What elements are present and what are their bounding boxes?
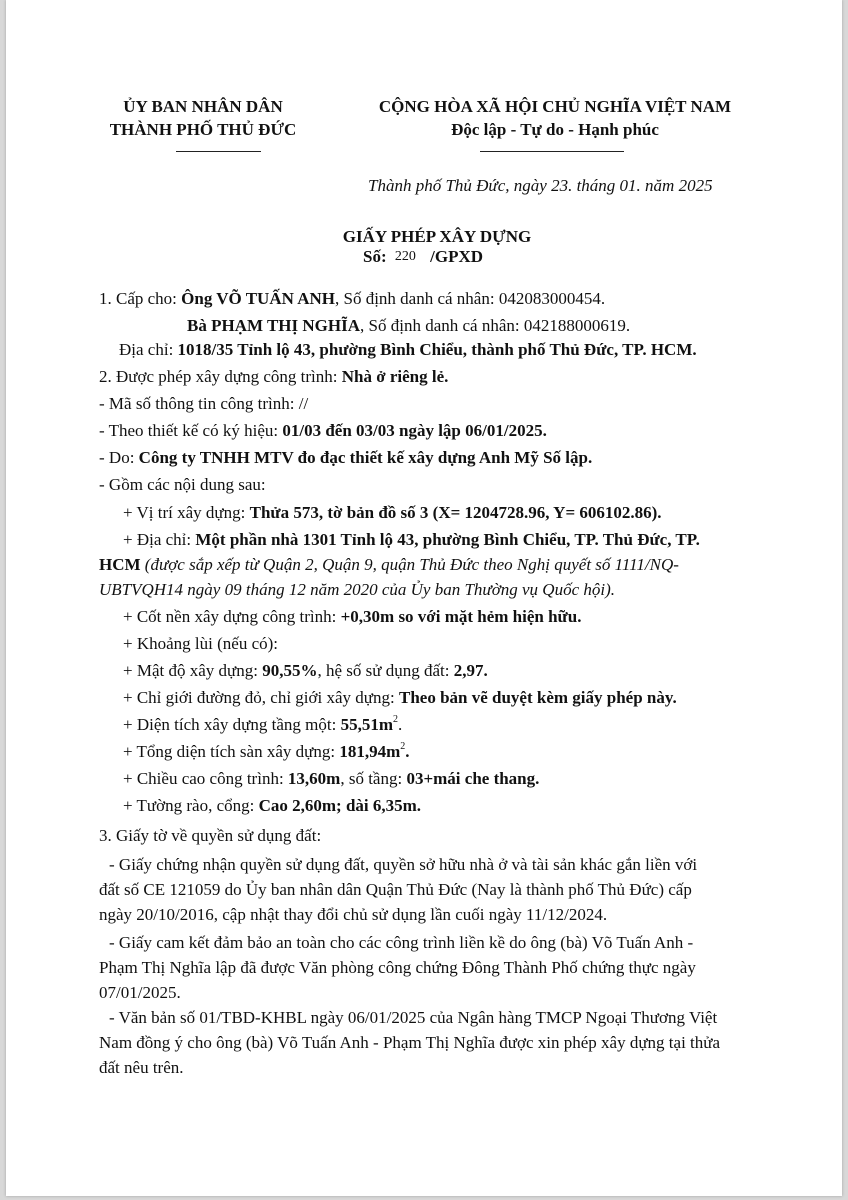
address-label: Địa chỉ: xyxy=(119,340,178,359)
permit-number-suffix: /GPXD xyxy=(430,247,484,266)
floors-value: 03+mái che thang. xyxy=(406,769,540,788)
designer-label: - Do: xyxy=(99,448,139,467)
project-type: Nhà ở riêng lẻ. xyxy=(341,367,449,386)
date-day: 23 xyxy=(551,176,569,195)
designer-value: Công ty TNHH MTV đo đạc thiết kế xây dựng Anh Mỹ Số lập. xyxy=(138,448,593,467)
site-address-note: (được sắp xếp từ Quận 2, Quận 9, quận Thủ Đức theo Nghị quyết số 1111/NQ- xyxy=(140,555,679,574)
s1-grantee-1 xyxy=(99,289,605,309)
permit-number-value: 220 xyxy=(394,249,416,264)
s2-designer xyxy=(99,448,592,468)
s1-address xyxy=(119,340,697,360)
issuer-underline xyxy=(176,151,261,152)
item-address-line2 xyxy=(99,555,679,575)
s3-p2-line3: 07/01/2025. xyxy=(99,983,181,1002)
issue-date xyxy=(368,176,713,196)
permit-number xyxy=(363,247,483,267)
s2-project-code: - Mã số thông tin công trình: // xyxy=(99,394,309,413)
s2-design xyxy=(99,421,547,441)
item-ground-area xyxy=(123,715,402,735)
density-label: + Mật độ xây dựng: xyxy=(123,661,263,680)
item-location xyxy=(123,503,662,523)
site-address-city: HCM xyxy=(99,555,141,574)
item-address-line1 xyxy=(123,530,700,550)
motto-underline xyxy=(480,151,624,152)
s1-grantee-2 xyxy=(187,316,630,336)
site-address-note-cont: UBTVQH14 ngày 09 tháng 12 năm 2020 của Ủy ban Thường vụ Quốc hội). xyxy=(99,580,616,599)
issuer-name-line2: THÀNH PHỐ THỦ ĐỨC xyxy=(109,120,297,139)
s3-p2-line1: - Giấy cam kết đảm bảo an toàn cho các công trình liền kề do ông (bà) Võ Tuấn Anh - xyxy=(109,933,694,952)
s1-label: 1. Cấp cho: xyxy=(99,289,182,308)
s3-p3-line2: Nam đồng ý cho ông (bà) Võ Tuấn Anh - Phạm Thị Nghĩa được xin phép xây dựng tại thửa xyxy=(99,1033,721,1052)
location-label: + Vị trí xây dựng: xyxy=(123,503,250,522)
date-prefix: Thành phố Thủ Đức, ngày xyxy=(368,176,552,195)
land-use-value: 2,97. xyxy=(453,661,488,680)
fence-label: + Tường rào, cổng: xyxy=(123,796,259,815)
ground-area-label: + Diện tích xây dựng tầng một: xyxy=(123,715,341,734)
item-density xyxy=(123,661,488,681)
floor-area-sup: 2 xyxy=(400,741,406,752)
boundary-label: + Chỉ giới đường đỏ, chỉ giới xây dựng: xyxy=(123,688,399,707)
height-value: 13,60m xyxy=(287,769,341,788)
national-title: CỘNG HÒA XÃ HỘI CHỦ NGHĨA VIỆT NAM xyxy=(378,97,732,116)
s3-p3-line3: đất nêu trên. xyxy=(99,1058,184,1077)
item-floor-level xyxy=(123,607,581,627)
floor-area-value: 181,94m xyxy=(339,742,401,761)
item-fence xyxy=(123,796,421,816)
floors-label: , số tầng: xyxy=(340,769,407,788)
floor-level-label: + Cốt nền xây dựng công trình: xyxy=(123,607,341,626)
item-address-line3 xyxy=(99,580,615,600)
s2-contents: - Gồm các nội dung sau: xyxy=(99,475,266,494)
issuer-name-line1: ỦY BAN NHÂN DÂN xyxy=(123,97,283,116)
ground-area-value: 55,51m xyxy=(340,715,393,734)
floor-level-value: +0,30m so với mặt hẻm hiện hữu. xyxy=(340,607,582,626)
s2-label: 2. Được phép xây dựng công trình: xyxy=(99,367,342,386)
national-motto: Độc lập - Tự do - Hạnh phúc xyxy=(451,120,659,139)
design-value: 01/03 đến 03/03 ngày lập 06/01/2025. xyxy=(282,421,547,440)
s2-heading xyxy=(99,367,448,387)
s3-p1-line2: đất số CE 121059 do Ủy ban nhân dân Quận Thủ Đức (Nay là thành phố Thủ Đức) cấp xyxy=(99,880,692,899)
document-title: GIẤY PHÉP XÂY DỰNG xyxy=(342,227,532,246)
s3-p3-line1: - Văn bản số 01/TBD-KHBL ngày 06/01/2025 của Ngân hàng TMCP Ngoại Thương Việt xyxy=(109,1008,718,1027)
boundary-value: Theo bản vẽ duyệt kèm giấy phép này. xyxy=(398,688,677,707)
s3-p2-line2: Phạm Thị Nghĩa lập đã được Văn phòng công chứng Đông Thành Phố chứng thực ngày xyxy=(99,958,696,977)
item-boundary xyxy=(123,688,677,708)
ground-area-sup: 2 xyxy=(393,714,398,725)
date-mid1: . tháng xyxy=(568,176,620,195)
floor-area-label: + Tổng diện tích sàn xây dựng: xyxy=(123,742,340,761)
address-value: 1018/35 Tỉnh lộ 43, phường Bình Chiểu, thành phố Thủ Đức, TP. HCM. xyxy=(177,340,697,359)
land-use-label: , hệ số sử dụng đất: xyxy=(317,661,454,680)
design-label: - Theo thiết kế có ký hiệu: xyxy=(99,421,283,440)
location-value: Thửa 573, tờ bản đồ số 3 (X= 1204728.96, Y= 606102.86). xyxy=(249,503,662,522)
item-floor-area xyxy=(123,742,410,762)
floor-area-end: . xyxy=(405,742,410,761)
ground-area-end: . xyxy=(398,715,403,734)
s3-p1-line1: - Giấy chứng nhận quyền sử dụng đất, quyền sở hữu nhà ở và tài sản khác gắn liền với xyxy=(109,855,698,874)
density-value: 90,55% xyxy=(262,661,318,680)
s3-heading: 3. Giấy tờ về quyền sử dụng đất: xyxy=(99,826,322,845)
fence-value: Cao 2,60m; dài 6,35m. xyxy=(258,796,422,815)
item-setback: + Khoảng lùi (nếu có): xyxy=(123,634,278,653)
grantee-2-id: , Số định danh cá nhân: 042188000619. xyxy=(360,316,631,335)
date-mid2: . năm 2025 xyxy=(636,176,713,195)
grantee-1-id: , Số định danh cá nhân: 042083000454. xyxy=(334,289,606,308)
s3-p1-line3: ngày 20/10/2016, cập nhật thay đổi chủ sử dụng lần cuối ngày 11/12/2024. xyxy=(99,905,608,924)
grantee-1-name: Ông VÕ TUẤN ANH xyxy=(181,289,335,308)
grantee-2-name: Bà PHẠM THỊ NGHĨA xyxy=(187,316,361,335)
site-address-value: Một phần nhà 1301 Tỉnh lộ 43, phường Bình Chiểu, TP. Thủ Đức, TP. xyxy=(195,530,700,549)
item-height xyxy=(123,769,539,789)
height-label: + Chiều cao công trình: xyxy=(123,769,288,788)
permit-number-label: Số: xyxy=(363,247,387,266)
site-address-label: + Địa chỉ: xyxy=(123,530,196,549)
date-month: 01 xyxy=(619,176,637,195)
